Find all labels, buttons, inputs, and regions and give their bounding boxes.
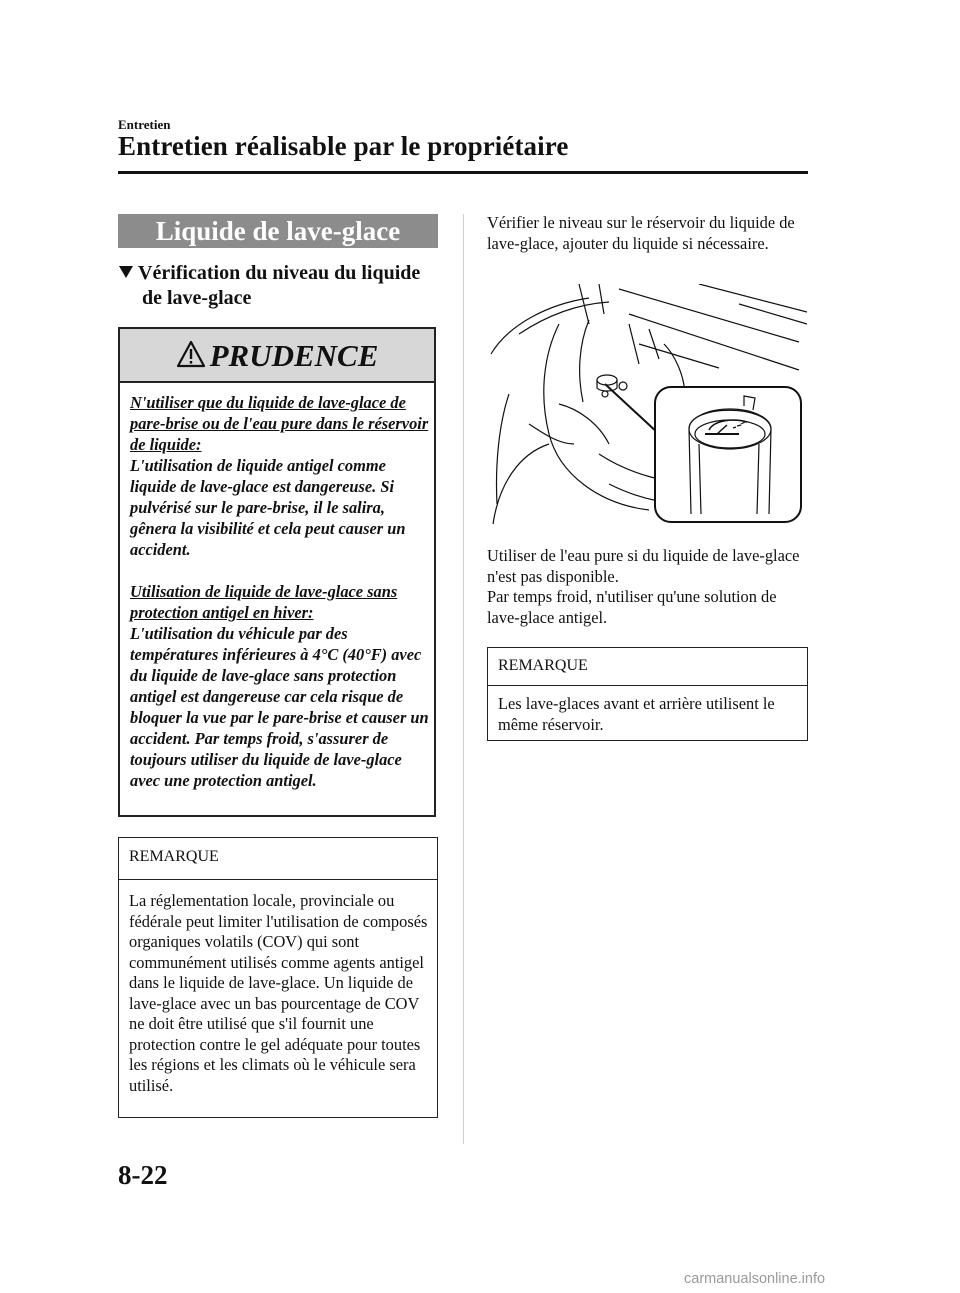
note-box-left xyxy=(118,837,438,1118)
washer-reservoir-illustration xyxy=(489,284,807,530)
caution-header xyxy=(120,329,434,383)
column-divider xyxy=(463,214,464,1144)
note-text: Les lave-glaces avant et arrière utilisent le même réservoir. xyxy=(498,694,775,734)
caution-heading-2: Utilisation de liquide de lave-glace sans protection antigel en hiver: xyxy=(130,582,398,622)
subheading-line-2: de lave-glace xyxy=(142,287,252,309)
caution-label: PRUDENCE xyxy=(209,338,379,373)
instruction-paragraph-2 xyxy=(487,546,807,628)
page-title: Entretien réalisable par le propriétaire xyxy=(118,131,569,161)
caution-box xyxy=(118,327,436,817)
header-divider xyxy=(118,171,808,174)
note-text: La réglementation locale, provinciale ou fédérale peut limiter l'utilisation de composés organiques volatils (COV) qui sont communément utilisés comme agents antigel dans le liquide de lave-glace. Un liquide de lave-glace avec un bas pourcentage de COV ne doit être utilisé que s'il fournit une protection contre le gel adéquate pour toutes les régions et les climats où le véhicule sera utilisé. xyxy=(129,891,428,1095)
note-label: REMARQUE xyxy=(119,838,437,880)
caution-text-1: L'utilisation de liquide antigel comme liquide de lave-glace est dangereuse. Si pulvérisé sur le pare-brise, il le salira, gênera la visibilité et cela peut causer un accident. xyxy=(130,456,406,559)
caution-text-2: L'utilisation du véhicule par des températures inférieures à 4°C (40°F) avec du liquide de lave-glace sans protection antigel est dangereuse car cela risque de bloquer la vue par le pare-brise et causer un accident. Par temps froid, s'assurer de toujours utiliser du liquide de lave-glace avec une protection antigel. xyxy=(130,624,429,790)
caution-heading-1: N'utiliser que du liquide de lave-glace de pare-brise ou de l'eau pure dans le réservoir de liquide: xyxy=(130,393,429,454)
section-label: Entretien xyxy=(118,117,171,132)
note-box-right xyxy=(487,647,808,741)
subheading-line-1: Vérification du niveau du liquide xyxy=(138,262,421,284)
section-title-bar: Liquide de lave-glace xyxy=(118,214,438,248)
subheading xyxy=(118,261,448,311)
cold-weather-instruction: Par temps froid, n'utiliser qu'une solution de lave-glace antigel. xyxy=(487,587,777,627)
page-number: 8-22 xyxy=(118,1160,168,1190)
caution-body xyxy=(130,392,430,791)
water-instruction: Utiliser de l'eau pure si du liquide de lave-glace n'est pas disponible. xyxy=(487,546,800,586)
instruction-paragraph: Vérifier le niveau sur le réservoir du liquide de lave-glace, ajouter du liquide si nécessaire. xyxy=(487,213,795,253)
triangle-down-icon xyxy=(118,261,138,286)
warning-triangle-icon xyxy=(176,340,206,373)
watermark: carmanualsonline.info xyxy=(684,1271,826,1287)
note-label: REMARQUE xyxy=(488,648,807,686)
